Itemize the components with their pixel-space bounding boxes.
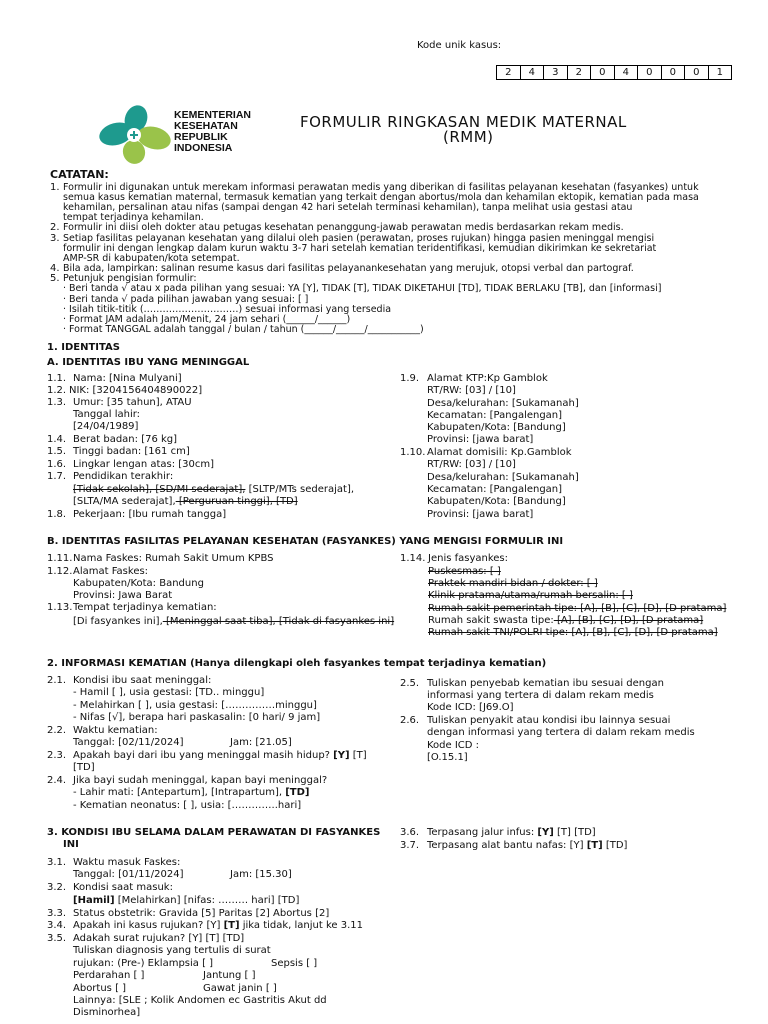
field-icd: Kode ICD: [J69.O] [427, 702, 514, 713]
field-number: 1.5. [47, 446, 67, 457]
field-jenis-fasyankes: Jenis fasyankes: [428, 553, 509, 564]
field-number: 1.14. [400, 553, 426, 564]
field-tanggal-kematian: Tanggal: [02/11/2024] [73, 737, 184, 748]
field-text: Provinsi: [jawa barat] [427, 434, 534, 445]
field-text: Disminorhea] [73, 1007, 141, 1018]
option-selected: [T] [586, 840, 603, 851]
list-number: 5. [50, 273, 60, 284]
list-item: tempat terjadinya kehamilan. [63, 212, 204, 223]
field-text: Tanggal lahir: [73, 409, 141, 420]
field-number: 3.3. [47, 908, 67, 919]
field-alamat-ktp: Alamat KTP:Kp Gamblok [427, 373, 548, 384]
field-number: 1.6. [47, 459, 67, 470]
list-item: semua kasus kematian maternal, termasuk kematian yang terkait dengan abortus/mola dan kehamilan ektopik, kematian pada masa [63, 192, 699, 203]
field-pendidikan: Pendidikan terakhir: [73, 471, 174, 482]
field-number: 1.8. [47, 509, 67, 520]
list-number: 1. [50, 182, 60, 193]
kemenkes-logo-icon [96, 104, 176, 166]
option-struck: [Meninggal saat tiba], [Tidak di fasyankes ini] [162, 616, 395, 627]
kode-digit: 0 [685, 65, 709, 80]
field-icd: [O.15.1] [427, 752, 468, 763]
field-text: Kecamatan: [Pangalengan] [427, 410, 563, 421]
kode-digit: 3 [544, 65, 568, 80]
kondisi-masuk-options [73, 895, 299, 907]
option-struck: [Tidak sekolah], [SD/MI sederajat], [73, 484, 246, 495]
pendidikan-options [73, 496, 298, 508]
field-nama: Nama: [Nina Mulyani] [73, 373, 182, 384]
option-selected: [SLTA/MA sederajat], [73, 496, 176, 507]
option-struck: Puskesmas: [ ] [428, 566, 501, 577]
field-text: Gawat janin [ ] [203, 983, 277, 994]
field-alat-nafas [427, 840, 627, 852]
kode-digit: 1 [709, 65, 733, 80]
field-text: rujukan: (Pre-) Eklampsia [ ] [73, 958, 214, 969]
field-waktu-masuk: Waktu masuk Faskes: [73, 857, 181, 868]
section-subheading: A. IDENTITAS IBU YANG MENINGGAL [47, 357, 250, 368]
field-berat: Berat badan: [76 kg] [73, 434, 178, 445]
list-item: Petunjuk pengisian formulir: [63, 273, 197, 284]
instruction-bullet: · Format TANGGAL adalah tanggal / bulan / tahun (______/______/___________) [63, 324, 424, 335]
field-text: Kabupaten/Kota: Bandung [73, 578, 204, 589]
list-number: 2. [50, 222, 60, 233]
field-number: 2.5. [400, 678, 420, 689]
option: [Melahirkan] [nifas: ……… hari] [TD] [114, 895, 300, 906]
instruction-bullet: · Beri tanda √ pada pilihan jawaban yang sesuai: [ ] [63, 294, 309, 305]
option-selected: [Y] [537, 827, 554, 838]
field-text: Terpasang alat bantu nafas: [Y] [427, 840, 587, 851]
field-text: - Melahirkan [ ], usia gestasi: [……………minggu] [73, 700, 317, 711]
kode-label: Kode unik kasus: [417, 40, 502, 51]
list-number: 3. [50, 233, 60, 244]
field-number: 1.2. [47, 385, 67, 396]
list-item: formulir ini dengan lengkap dalam kurun waktu 3-7 hari setelah kematian teridentifikasi, kemudian dikirimkan ke sekretariat [63, 243, 657, 254]
field-lainnya: Lainnya: [SLE ; Kolik Andomen ec Gastritis Akut dd [73, 995, 327, 1006]
field-bayi-hidup [73, 750, 367, 762]
kode-digit: 4 [615, 65, 639, 80]
option-selected: [SLTP/MTs sederajat], [245, 484, 355, 495]
list-number: 4. [50, 263, 60, 274]
field-jalur-infus [427, 827, 596, 839]
field-number: 1.12. [47, 566, 73, 577]
option: [T] [349, 750, 367, 761]
option-selected: [Di fasyankes ini], [73, 616, 163, 627]
kode-digit: 4 [521, 65, 545, 80]
field-text: Terpasang jalur infus: [427, 827, 538, 838]
form-title-sub: (RMM) [443, 128, 494, 146]
field-text: RT/RW: [03] / [10] [427, 385, 516, 396]
field-alamat-faskes: Alamat Faskes: [73, 566, 149, 577]
field-number: 2.2. [47, 725, 67, 736]
field-number: 3.1. [47, 857, 67, 868]
option-selected: [Hamil] [73, 895, 115, 906]
field-number: 1.1. [47, 373, 67, 384]
list-item: Setiap fasilitas pelayanan kesehatan yang dilalui oleh pasien (perawatan, proses rujukan) hingga pasien meninggal mengisi [63, 233, 655, 244]
field-text: Abortus [ ] [73, 983, 127, 994]
kode-digit: 2 [568, 65, 592, 80]
option: [TD] [73, 762, 95, 773]
field-umur: Umur: [35 tahun], ATAU [73, 397, 192, 408]
field-tanggal-masuk: Tanggal: [01/11/2024] [73, 869, 184, 880]
option-selected: [Y] [333, 750, 350, 761]
option-struck: [Perguruan tinggi], [TD] [175, 496, 298, 507]
field-tempat-kematian: Tempat terjadinya kematian: [73, 602, 217, 613]
field-text: jika tidak, lanjut ke 3.11 [239, 920, 364, 931]
field-kasus-rujukan [73, 920, 363, 932]
tempat-kematian-options [73, 616, 394, 628]
option: [TD] [602, 840, 628, 851]
field-kondisi-ibu: Kondisi ibu saat meninggal: [73, 675, 212, 686]
section-heading-cont: INI [63, 839, 79, 850]
list-item: kehamilan, persalinan atau nifas (sampai dengan 42 hari setelah terminasi kehamilan), tanpa melihat usia gestasi atau [63, 202, 633, 213]
option-struck: Klinik pratama/utama/rumah bersalin: [ ] [428, 590, 633, 601]
field-lahir-mati [73, 787, 309, 799]
field-text: Kabupaten/Kota: [Bandung] [427, 496, 566, 507]
field-penyebab-kematian: Tuliskan penyebab kematian ibu sesuai dengan [427, 678, 664, 689]
option-selected: [T] [223, 920, 240, 931]
rs-swasta-option [428, 615, 703, 627]
field-number: 3.5. [47, 933, 67, 944]
kode-digit: 2 [496, 65, 521, 80]
option-struck: [A], [B], [C], [D], [D pratama] [553, 615, 704, 626]
field-jam-masuk: Jam: [15.30] [230, 869, 292, 880]
field-number: 1.3. [47, 397, 67, 408]
field-text: Tuliskan diagnosis yang tertulis di surat [73, 945, 271, 956]
field-number: 1.13. [47, 602, 73, 613]
field-text: - Lahir mati: [Antepartum], [Intrapartum], [73, 787, 286, 798]
field-kondisi-masuk: Kondisi saat masuk: [73, 882, 173, 893]
option: [T] [TD] [553, 827, 596, 838]
instruction-bullet: · Format JAM adalah Jam/Menit, 24 jam sehari (______/______) [63, 314, 351, 325]
form-title: FORMULIR RINGKASAN MEDIK MATERNAL [300, 113, 627, 131]
field-lila: Lingkar lengan atas: [30cm] [73, 459, 215, 470]
field-number: 3.7. [400, 840, 420, 851]
field-text: Provinsi: [jawa barat] [427, 509, 534, 520]
kode-digit: 0 [662, 65, 686, 80]
field-tanggal-lahir: [24/04/1989] [73, 421, 139, 432]
kode-digit: 0 [638, 65, 662, 80]
logo-text [174, 110, 251, 154]
field-text: - Nifas [√], berapa hari paskasalin: [0 hari/ 9 jam] [73, 712, 321, 723]
field-waktu-kematian: Waktu kematian: [73, 725, 158, 736]
field-text: Desa/kelurahan: [Sukamanah] [427, 472, 579, 483]
field-number: 1.4. [47, 434, 67, 445]
field-penyakit-lain: Tuliskan penyakit atau kondisi ibu lainnya sesuai [427, 715, 671, 726]
field-text: - Hamil [ ], usia gestasi: [TD.. minggu] [73, 687, 265, 698]
field-text: Apakah bayi dari ibu yang meninggal masih hidup? [73, 750, 334, 761]
field-number: 1.9. [400, 373, 420, 384]
field-text: - Kematian neonatus: [ ], usia: […………..hari] [73, 800, 302, 811]
field-text: Kabupaten/Kota: [Bandung] [427, 422, 566, 433]
section-heading: B. IDENTITAS FASILITAS PELAYANAN KESEHATAN (FASYANKES) YANG MENGISI FORMULIR INI [47, 536, 564, 547]
option-selected: [TD] [285, 787, 310, 798]
logo-line: INDONESIA [174, 142, 233, 154]
field-number: 2.6. [400, 715, 420, 726]
kode-digit: 0 [591, 65, 615, 80]
field-number: 3.2. [47, 882, 67, 893]
field-bayi-meninggal: Jika bayi sudah meninggal, kapan bayi meninggal? [73, 775, 328, 786]
field-text: Kecamatan: [Pangalengan] [427, 484, 563, 495]
field-text: Apakah ini kasus rujukan? [Y] [73, 920, 224, 931]
field-number: 2.3. [47, 750, 67, 761]
field-tinggi: Tinggi badan: [161 cm] [73, 446, 190, 457]
instruction-bullet: · Beri tanda √ atau x pada pilihan yang sesuai: YA [Y], TIDAK [T], TIDAK DIKETAHUI [TD], TIDAK BERLAKU [TB], dan [informasi] [63, 283, 662, 294]
field-number: 1.10. [400, 447, 426, 458]
field-number: 3.4. [47, 920, 67, 931]
field-number: 2.1. [47, 675, 67, 686]
option-struck: Rumah sakit TNI/POLRI tipe: [A], [B], [C], [D], [D pratama] [428, 627, 718, 638]
option-struck: Praktek mandiri bidan / dokter: [ ] [428, 578, 598, 589]
field-text: RT/RW: [03] / [10] [427, 459, 516, 470]
pendidikan-options [73, 484, 354, 496]
section-heading: 2. INFORMASI KEMATIAN (Hanya dilengkapi oleh fasyankes tempat terjadinya kematian) [47, 658, 547, 669]
catatan-heading: CATATAN: [50, 168, 109, 181]
field-text: informasi yang tertera di dalam rekam medis [427, 690, 654, 701]
field-status-obstetrik: Status obstetrik: Gravida [5] Paritas [2] Abortus [2] [73, 908, 330, 919]
field-nik: NIK: [3204156404890022] [69, 385, 203, 396]
field-alamat-domisili: Alamat domisili: Kp.Gamblok [427, 447, 572, 458]
logo-line: KEMENTERIAN [174, 109, 252, 121]
instruction-bullet: · Isilah titik-titik (…………………………) sesuai informasi yang tersedia [63, 304, 392, 315]
option-struck: Rumah sakit pemerintah tipe: [A], [B], [C], [D], [D pratama] [428, 603, 727, 614]
field-jam-kematian: Jam: [21.05] [230, 737, 292, 748]
field-number: 3.6. [400, 827, 420, 838]
list-item: Formulir ini digunakan untuk merekam informasi perawatan medis yang diberikan di fasilitas pelayanan kesehatan (fasyankes) untuk [63, 182, 699, 193]
section-heading: 1. IDENTITAS [47, 342, 120, 353]
field-nama-faskes: Nama Faskes: Rumah Sakit Umum KPBS [73, 553, 274, 564]
list-item: Bila ada, lampirkan: salinan resume kasus dari fasilitas pelayanankesehatan yang merujuk, otopsi verbal dan partograf. [63, 263, 634, 274]
field-text: Sepsis [ ] [271, 958, 318, 969]
kode-unik-boxes [496, 65, 732, 80]
field-number: 1.7. [47, 471, 67, 482]
field-number: 1.11. [47, 553, 73, 564]
section-heading: 3. KONDISI IBU SELAMA DALAM PERAWATAN DI FASYANKES [47, 827, 381, 838]
field-text: dengan informasi yang tertera di dalam rekam medis [427, 727, 695, 738]
field-text: Kode ICD : [427, 740, 480, 751]
field-pekerjaan: Pekerjaan: [Ibu rumah tangga] [73, 509, 227, 520]
field-text: Jantung [ ] [203, 970, 256, 981]
logo-line: KESEHATAN [174, 120, 238, 132]
field-surat-rujukan: Adakah surat rujukan? [Y] [T] [TD] [73, 933, 245, 944]
option-selected: Rumah sakit swasta tipe: [428, 615, 554, 626]
list-item: AMP-SR di kabupaten/kota setempat. [63, 253, 240, 264]
field-text: Provinsi: Jawa Barat [73, 590, 173, 601]
field-text: Desa/kelurahan: [Sukamanah] [427, 398, 579, 409]
list-item: Formulir ini diisi oleh dokter atau petugas kesehatan penanggung-jawab perawatan medis berdasarkan rekam medis. [63, 222, 624, 233]
field-number: 2.4. [47, 775, 67, 786]
field-text: Perdarahan [ ] [73, 970, 145, 981]
logo-line: REPUBLIK [174, 131, 228, 143]
